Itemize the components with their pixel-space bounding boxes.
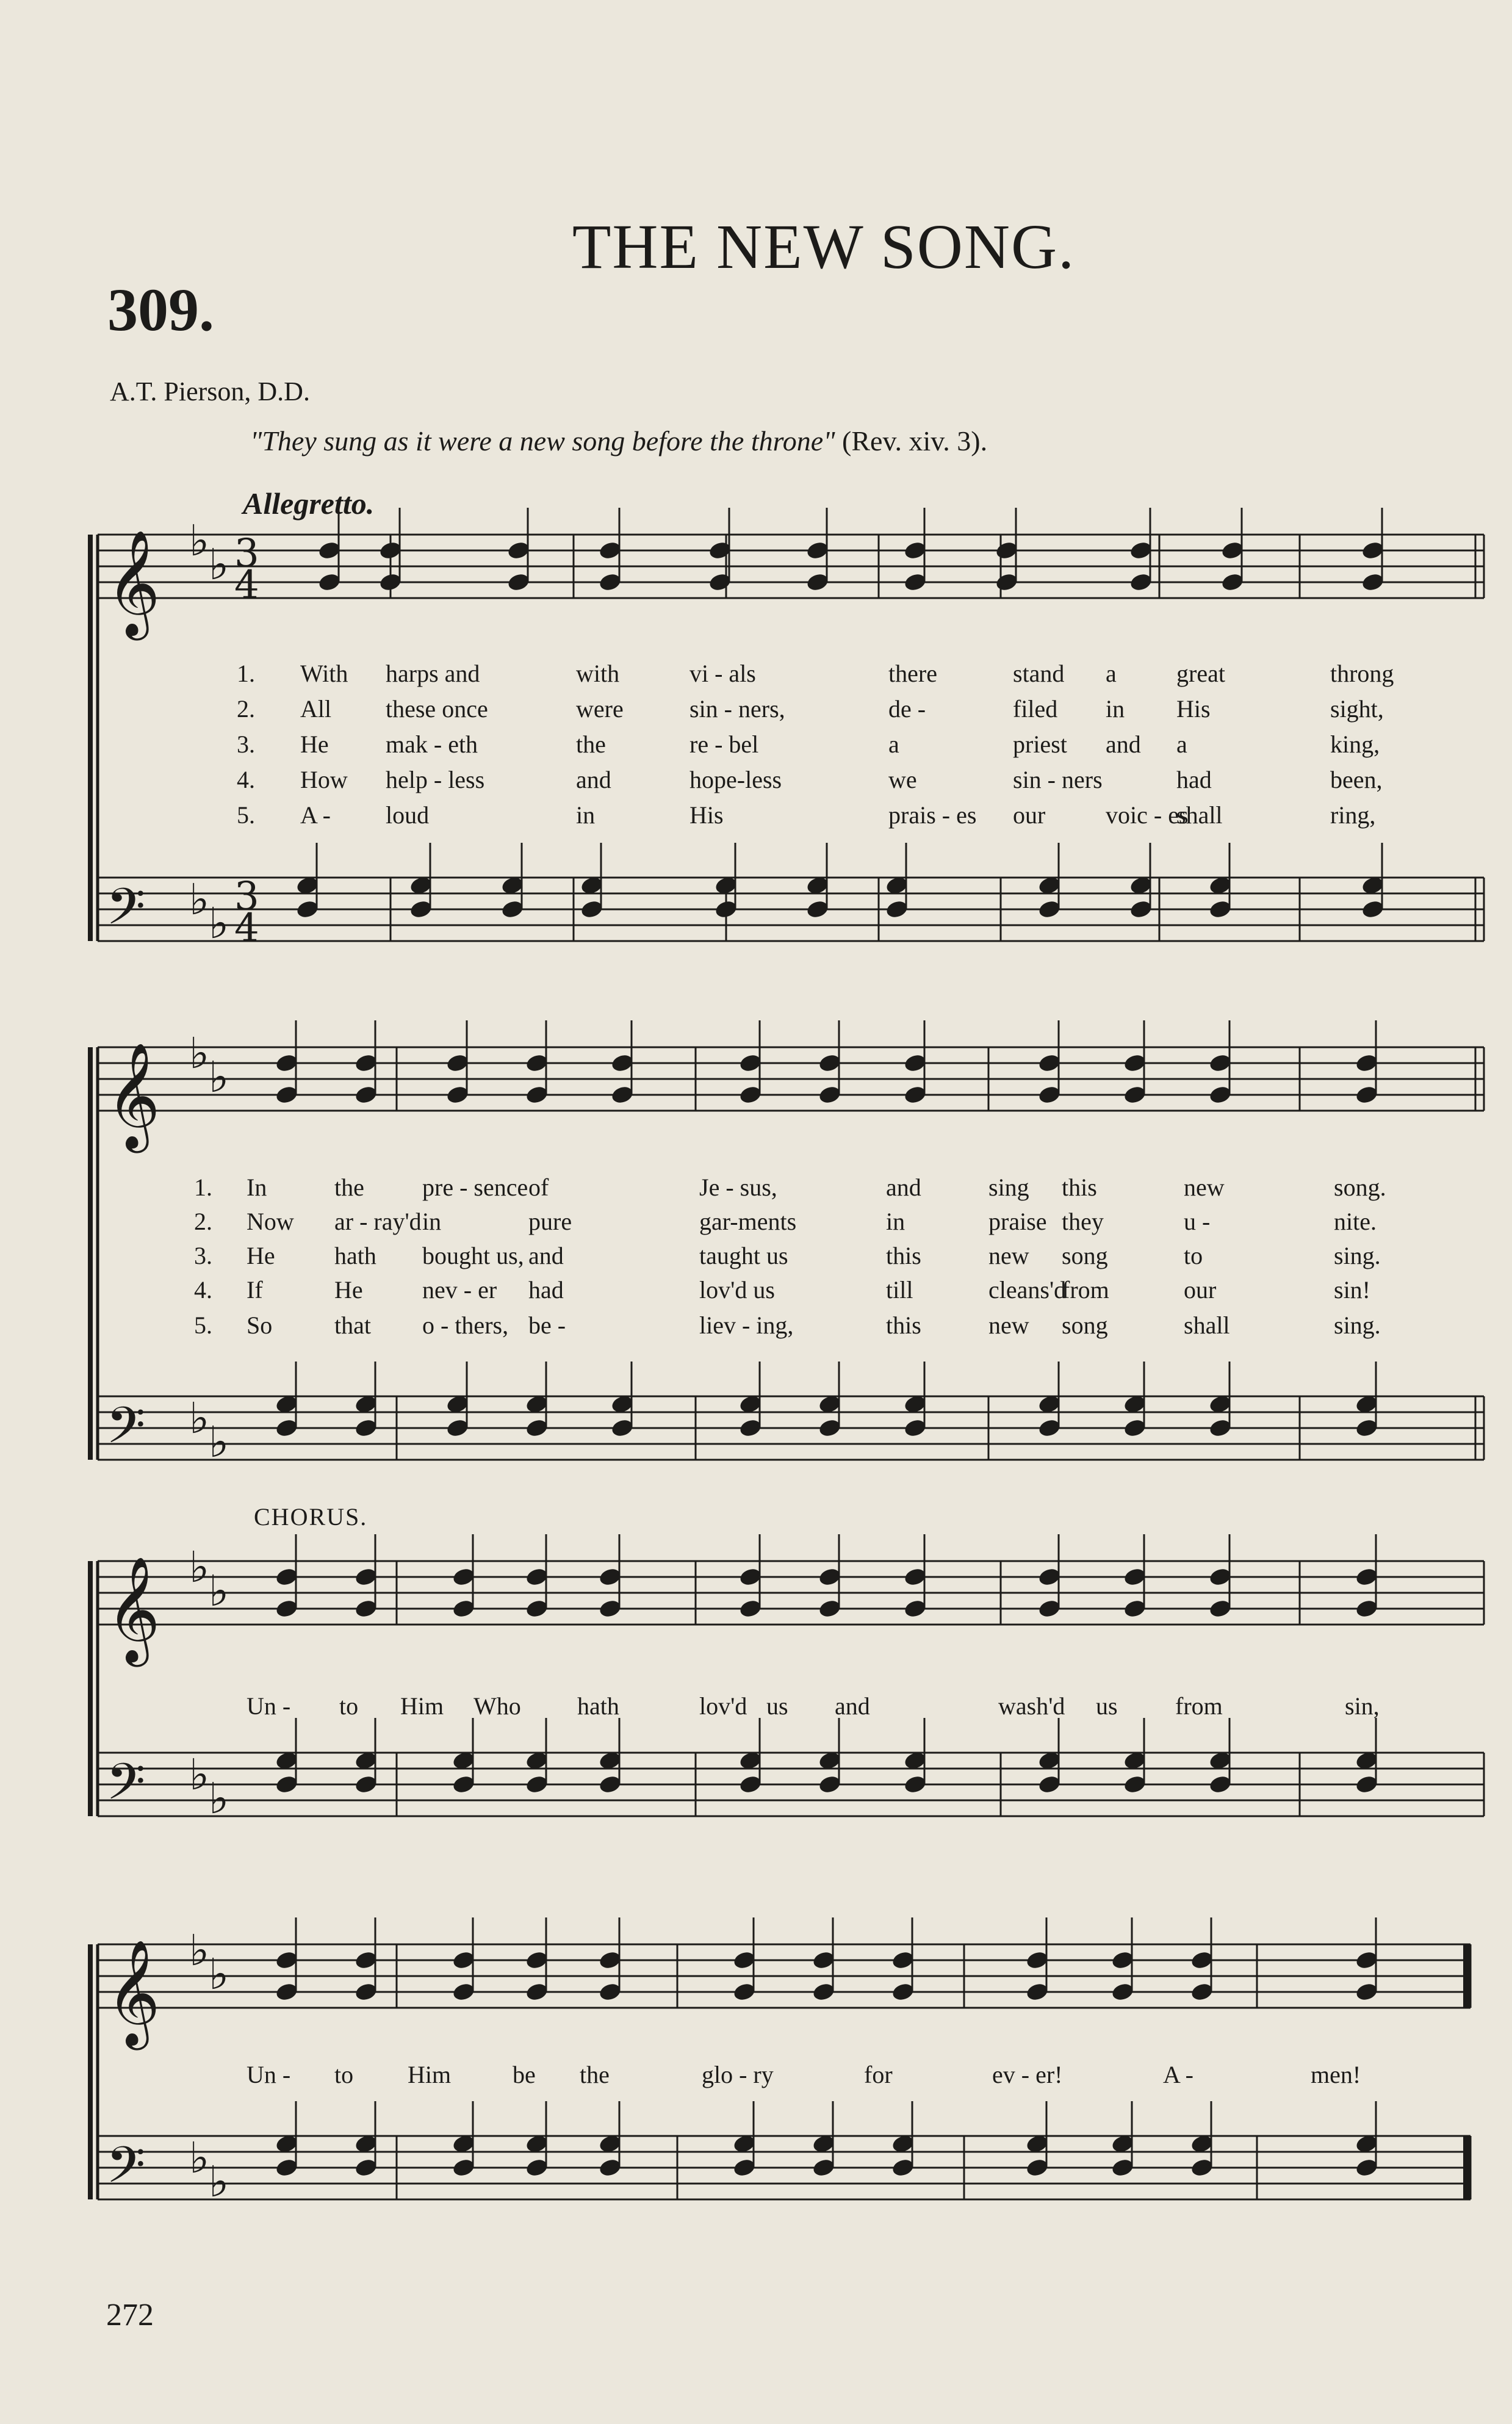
lyric-syllable: men! — [1311, 2061, 1361, 2088]
lyric-syllable: glo - ry — [702, 2061, 774, 2088]
verse-number: 1. — [237, 660, 255, 687]
lyric-syllable: and — [1106, 730, 1141, 758]
lyric-syllable: prais - es — [888, 801, 977, 829]
lyric-syllable: were — [576, 695, 624, 723]
verse-number: 3. — [194, 1242, 212, 1269]
lyric-syllable: lov'd us — [699, 1276, 775, 1304]
flat-icon: ♭ — [189, 1393, 210, 1443]
lyric-syllable: sin! — [1334, 1276, 1370, 1304]
verse-number: 4. — [237, 766, 255, 793]
lyric-syllable: a — [888, 730, 899, 758]
final-barline — [1463, 2136, 1471, 2199]
lyric-syllable: in — [1106, 695, 1125, 723]
lyric-syllable: harps and — [386, 660, 480, 687]
verse-number: 4. — [194, 1276, 212, 1304]
bass-clef-icon: 𝄢 — [106, 1752, 146, 1823]
treble-clef-icon: 𝄞 — [106, 1556, 160, 1662]
lyric-syllable: hope-less — [689, 766, 782, 793]
lyric-syllable: been, — [1330, 766, 1383, 793]
epigraph-text: "They sung as it were a new song before the throne" — [250, 425, 835, 456]
flat-icon: ♭ — [209, 1565, 229, 1616]
flat-icon: ♭ — [209, 1949, 229, 1999]
flat-icon: ♭ — [189, 1542, 210, 1592]
lyric-syllable: A - — [300, 801, 331, 829]
lyric-syllable: be - — [528, 1311, 566, 1339]
lyric-syllable: our — [1013, 801, 1046, 829]
lyric-syllable: to — [339, 1692, 359, 1720]
lyric-syllable: they — [1062, 1208, 1104, 1235]
lyric-syllable: and — [576, 766, 611, 793]
lyric-syllable: A - — [1163, 2061, 1193, 2088]
lyric-syllable: cleans'd — [988, 1276, 1067, 1304]
lyric-syllable: pure — [528, 1208, 572, 1235]
lyric-syllable: shall — [1176, 801, 1223, 829]
lyric-syllable: Him — [400, 1692, 444, 1720]
lyric-syllable: in — [886, 1208, 905, 1235]
lyric-syllable: this — [886, 1311, 921, 1339]
epigraph-reference: (Rev. xiv. 3). — [842, 425, 988, 456]
lyric-syllable: Who — [473, 1692, 521, 1720]
lyric-syllable: o - thers, — [422, 1311, 509, 1339]
time-signature-bottom: 4 — [234, 563, 259, 608]
page-number: 272 — [106, 2298, 154, 2332]
verse-number: 2. — [194, 1208, 212, 1235]
lyric-syllable: sight, — [1330, 695, 1384, 723]
lyric-syllable: help - less — [386, 766, 485, 793]
treble-clef-icon: 𝄞 — [106, 1042, 160, 1149]
lyric-syllable: shall — [1184, 1311, 1230, 1339]
lyric-syllable: this — [886, 1242, 921, 1269]
lyric-syllable: and — [886, 1174, 921, 1201]
lyric-syllable: Je - sus, — [699, 1174, 777, 1201]
lyric-syllable: to — [334, 2061, 354, 2088]
lyric-syllable: nite. — [1334, 1208, 1377, 1235]
lyric-syllable: de - — [888, 695, 926, 723]
lyric-syllable: from — [1062, 1276, 1109, 1304]
lyric-syllable: voic - es — [1106, 801, 1189, 829]
lyric-syllable: sin - ners — [1013, 766, 1103, 793]
flat-icon: ♭ — [209, 1051, 229, 1102]
lyric-syllable: wash'd — [998, 1692, 1065, 1720]
lyric-syllable: filed — [1013, 695, 1058, 723]
lyric-syllable: liev - ing, — [699, 1311, 794, 1339]
lyric-syllable: praise — [988, 1208, 1047, 1235]
time-signature-bottom: 4 — [234, 906, 259, 951]
lyric-syllable: ring, — [1330, 801, 1376, 829]
lyric-syllable: till — [886, 1276, 913, 1304]
treble-clef-icon: 𝄞 — [106, 1939, 160, 2046]
lyric-syllable: our — [1184, 1276, 1217, 1304]
flat-icon: ♭ — [209, 539, 229, 590]
lyric-syllable: us — [1096, 1692, 1118, 1720]
lyric-syllable: re - bel — [689, 730, 759, 758]
lyric-syllable: these once — [386, 695, 488, 723]
flat-icon: ♭ — [209, 898, 229, 948]
hymn-number: 309. — [107, 276, 214, 344]
lyric-syllable: song — [1062, 1311, 1108, 1339]
lyric-syllable: gar-ments — [699, 1208, 797, 1235]
lyric-syllable: priest — [1013, 730, 1067, 758]
lyric-syllable: throng — [1330, 660, 1394, 687]
lyric-syllable: in — [576, 801, 596, 829]
lyric-syllable: had — [1176, 766, 1212, 793]
lyric-syllable: song — [1062, 1242, 1108, 1269]
lyric-syllable: great — [1176, 660, 1225, 687]
bass-staff — [98, 1396, 1484, 1460]
lyric-syllable: If — [247, 1276, 263, 1304]
lyric-syllable: be — [513, 2061, 536, 2088]
lyric-syllable: and — [835, 1692, 870, 1720]
lyric-syllable: hath — [577, 1692, 619, 1720]
lyric-syllable: His — [1176, 695, 1211, 723]
tempo-marking: Allegretto. — [243, 486, 375, 521]
flat-icon: ♭ — [209, 2156, 229, 2207]
lyric-syllable: new — [988, 1311, 1029, 1339]
final-barline — [1463, 1944, 1471, 2008]
lyric-syllable: a — [1106, 660, 1117, 687]
lyric-syllable: king, — [1330, 730, 1380, 758]
lyric-syllable: Un - — [247, 2061, 291, 2088]
lyric-syllable: Now — [247, 1208, 294, 1235]
lyric-syllable: So — [247, 1311, 273, 1339]
bass-clef-icon: 𝄢 — [106, 877, 146, 948]
lyric-syllable: there — [888, 660, 937, 687]
hymn-title: THE NEW SONG. — [572, 212, 1076, 282]
lyric-syllable: His — [689, 801, 724, 829]
lyric-syllable: sing. — [1334, 1242, 1381, 1269]
lyric-syllable: for — [864, 2061, 893, 2088]
lyric-syllable: All — [300, 695, 332, 723]
bass-staff — [98, 1753, 1484, 1816]
flat-icon: ♭ — [189, 2132, 210, 2183]
bass-staff — [98, 2136, 1471, 2199]
lyric-syllable: sin - ners, — [689, 695, 785, 723]
lyric-syllable: ar - ray'd — [334, 1208, 422, 1235]
lyric-syllable: mak - eth — [386, 730, 478, 758]
lyric-syllable: from — [1175, 1692, 1223, 1720]
lyric-syllable: How — [300, 766, 348, 793]
lyric-syllable: ev - er! — [992, 2061, 1063, 2088]
bass-clef-icon: 𝄢 — [106, 2135, 146, 2207]
verse-number: 3. — [237, 730, 255, 758]
lyric-syllable: pre - sence — [422, 1174, 528, 1201]
lyric-syllable: new — [1184, 1174, 1225, 1201]
time-signature-top: 3 — [234, 874, 259, 919]
treble-staff — [98, 535, 1484, 598]
lyric-syllable: had — [528, 1276, 564, 1304]
lyric-syllable: this — [1062, 1174, 1097, 1201]
treble-clef-icon: 𝄞 — [106, 530, 160, 636]
lyric-syllable: nev - er — [422, 1276, 497, 1304]
lyric-syllable: in — [422, 1208, 442, 1235]
verse-number: 5. — [194, 1311, 212, 1339]
verse-number: 1. — [194, 1174, 212, 1201]
lyric-syllable: of — [528, 1174, 549, 1201]
lyric-syllable: the — [580, 2061, 610, 2088]
lyric-syllable: new — [988, 1242, 1029, 1269]
lyric-syllable: With — [300, 660, 348, 687]
lyric-syllable: the — [334, 1174, 364, 1201]
lyric-syllable: the — [576, 730, 606, 758]
treble-staff — [98, 1944, 1471, 2008]
bass-clef-icon: 𝄢 — [106, 1396, 146, 1467]
flat-icon: ♭ — [189, 874, 210, 925]
verse-number: 2. — [237, 695, 255, 723]
lyric-syllable: He — [334, 1276, 363, 1304]
lyric-syllable: a — [1176, 730, 1187, 758]
lyric-syllable: hath — [334, 1242, 376, 1269]
lyric-syllable: loud — [386, 801, 430, 829]
lyric-syllable: stand — [1013, 660, 1065, 687]
lyric-syllable: In — [247, 1174, 267, 1201]
flat-icon: ♭ — [189, 1749, 210, 1800]
lyric-syllable: that — [334, 1311, 371, 1339]
flat-icon: ♭ — [189, 515, 210, 566]
chorus-label: CHORUS. — [254, 1503, 368, 1531]
lyric-syllable: taught us — [699, 1242, 788, 1269]
flat-icon: ♭ — [189, 1925, 210, 1975]
flat-icon: ♭ — [209, 1416, 229, 1467]
author-credit: A.T. Pierson, D.D. — [110, 377, 310, 406]
treble-staff — [98, 1561, 1484, 1625]
flat-icon: ♭ — [189, 1028, 210, 1078]
lyric-syllable: vi - als — [689, 660, 756, 687]
lyric-syllable: to — [1184, 1242, 1203, 1269]
lyric-syllable: sing. — [1334, 1311, 1381, 1339]
lyric-syllable: He — [300, 730, 329, 758]
time-signature-top: 3 — [234, 531, 259, 576]
flat-icon: ♭ — [209, 1773, 229, 1823]
lyric-syllable: He — [247, 1242, 275, 1269]
lyric-syllable: with — [576, 660, 620, 687]
lyric-syllable: we — [888, 766, 917, 793]
lyric-syllable: Un - — [247, 1692, 291, 1720]
lyric-syllable: sing — [988, 1174, 1029, 1201]
lyric-syllable: Him — [408, 2061, 452, 2088]
lyric-syllable: us — [766, 1692, 788, 1720]
lyric-syllable: u - — [1184, 1208, 1211, 1235]
lyric-syllable: sin, — [1345, 1692, 1380, 1720]
lyric-syllable: bought us, — [422, 1242, 524, 1269]
verse-number: 5. — [237, 801, 255, 829]
lyric-syllable: lov'd — [699, 1692, 747, 1720]
lyric-syllable: song. — [1334, 1174, 1386, 1201]
lyric-syllable: and — [528, 1242, 564, 1269]
treble-staff — [98, 1047, 1484, 1111]
